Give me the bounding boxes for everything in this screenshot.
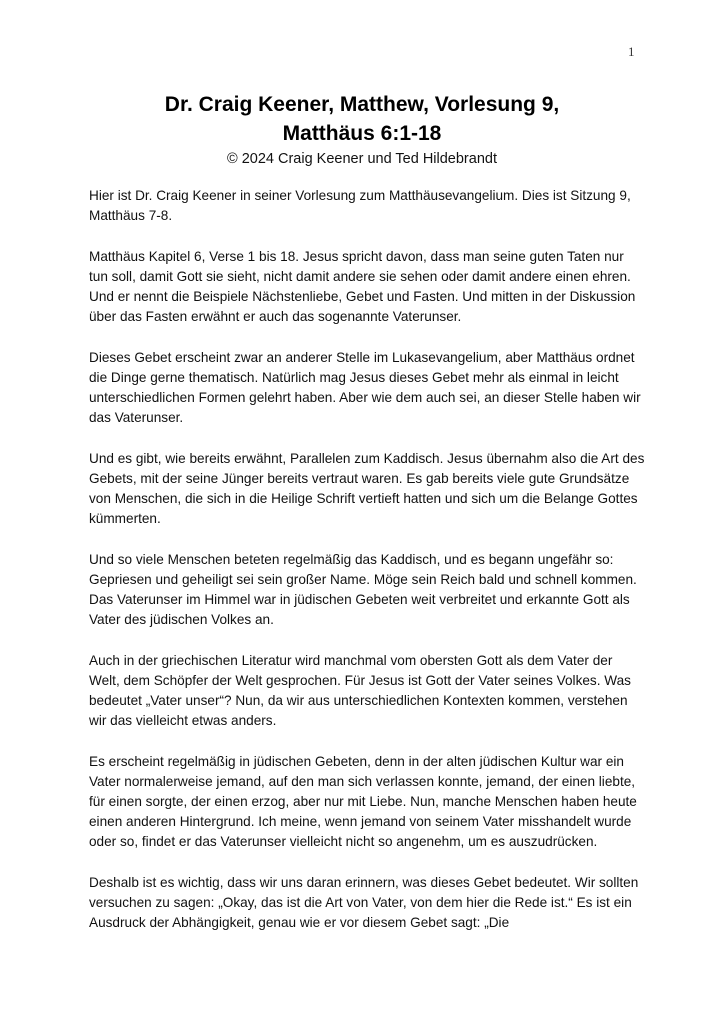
page-number: 1 [628, 44, 635, 59]
title-line-2: Matthäus 6:1-18 [282, 122, 442, 145]
paragraph-2: Matthäus Kapitel 6, Verse 1 bis 18. Jesus spricht davon, dass man seine guten Taten nur tun soll, damit Gott sie sieht, nicht damit andere sie sehen oder damit andere einen ehren. Und er nennt die Beispiele Nächstenliebe, Gebet und Fasten. Und mitten in der Diskussion über das Fasten erwähnt er auch das sogenannte Vaterunser. [89, 248, 636, 325]
paragraph-7: Es erscheint regelmäßig in jüdischen Gebeten, denn in der alten jüdischen Kultur war ein Vater normalerweise jemand, auf den man sich verlassen konnte, jemand, der einen liebte, für einen sorgte, der einen erzog, aber nur mit Liebe. Nun, manche Menschen haben heute einen anderen Hintergrund. Ich meine, wenn jemand von seinem Vater misshandelt wurde oder so, findet er das Vaterunser vielleicht nicht so angenehm, um es auszudrücken. [89, 753, 637, 850]
paragraph-3: Dieses Gebet erscheint zwar an anderer Stelle im Lukasevangelium, aber Matthäus ordnet die Dinge gerne thematisch. Natürlich mag Jesus dieses Gebet mehr als einmal in leicht unterschiedlichen Formen gelehrt haben. Aber wie dem auch sei, an dieser Stelle haben wir das Vaterunser. [89, 349, 641, 426]
copyright-notice: © 2024 Craig Keener und Ted Hildebrandt [227, 151, 497, 167]
paragraph-5: Und so viele Menschen beteten regelmäßig das Kaddisch, und es begann ungefähr so: Gepriesen und geheiligt sei sein großer Name. Möge sein Reich bald und schnell kommen. Das Vaterunser im Himmel war in jüdischen Gebeten weit verbreitet und erkannte Gott als Vater des jüdischen Volkes an. [89, 551, 637, 628]
document-title [60, 90, 664, 148]
paragraph-8: Deshalb ist es wichtig, dass wir uns daran erinnern, was dieses Gebet bedeutet. Wir sollten versuchen zu sagen: „Okay, das ist die Art von Vater, von dem hier die Rede ist.“ Es ist ein Ausdruck der Abhängigkeit, genau wie er vor diesem Gebet sagt: „Die [89, 874, 639, 931]
paragraph-6: Auch in der griechischen Literatur wird manchmal vom obersten Gott als dem Vater der Welt, dem Schöpfer der Welt gesprochen. Für Jesus ist Gott der Vater seines Volkes. Was bedeutet „Vater unser“? Nun, da wir aus unterschiedlichen Kontexten kommen, verstehen wir das vielleicht etwas anders. [89, 652, 631, 729]
document-body [89, 186, 645, 954]
paragraph-4: Und es gibt, wie bereits erwähnt, Parallelen zum Kaddisch. Jesus übernahm also die Art des Gebets, mit der seine Jünger bereits vertraut waren. Es gab bereits viele gute Grundsätze von Menschen, die sich in die Heilige Schrift vertieft hatten und sich um die Belange Gottes kümmerten. [89, 450, 645, 527]
paragraph-1: Hier ist Dr. Craig Keener in seiner Vorlesung zum Matthäusevangelium. Dies ist Sitzung 9, Matthäus 7-8. [89, 188, 631, 224]
title-line-1: Dr. Craig Keener, Matthew, Vorlesung 9, [164, 93, 560, 116]
